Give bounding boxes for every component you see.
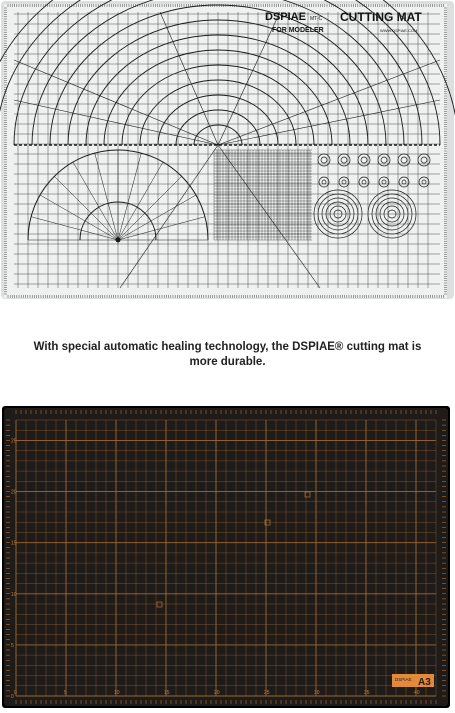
dark-x-tick-label: 25	[264, 690, 270, 696]
light-tagline: FOR MODELER	[272, 27, 324, 34]
dark-y-tick-label: 25	[11, 438, 17, 445]
a3-badge-size: A3	[418, 677, 431, 688]
dark-y-tick-label: 15	[11, 540, 17, 547]
a3-badge	[392, 674, 434, 688]
caption	[0, 340, 455, 370]
dark-y-tick-label: 10	[11, 591, 17, 598]
dark-x-tick-label: 40	[414, 690, 420, 696]
dark-x-tick-label: 0	[14, 690, 17, 696]
light-model: MT-C	[310, 16, 323, 22]
dark-cutting-mat	[0, 400, 455, 713]
dark-x-tick-label: 5	[64, 690, 67, 696]
dark-x-tick-label: 35	[364, 690, 370, 696]
dark-y-tick-label: 20	[11, 489, 17, 496]
a3-badge-brand: DSPIAE	[395, 677, 412, 682]
light-web: WWW.DSPIAE.COM	[380, 28, 418, 33]
caption-line-1: With special automatic healing technology, the DSPIAE® cutting mat is	[33, 341, 422, 353]
caption-line-2: more durable.	[189, 356, 266, 368]
light-brand: DSPIAE	[265, 11, 306, 23]
light-product-title: CUTTING MAT	[340, 10, 422, 24]
dark-x-tick-label: 30	[314, 690, 320, 696]
dark-y-tick-label: 5	[11, 642, 14, 649]
dark-x-tick-label: 15	[164, 690, 170, 696]
light-cutting-mat	[0, 0, 455, 300]
dark-y-tick-label: 0	[11, 694, 14, 700]
dark-x-tick-label: 20	[214, 690, 220, 696]
dark-x-tick-label: 10	[114, 690, 120, 696]
